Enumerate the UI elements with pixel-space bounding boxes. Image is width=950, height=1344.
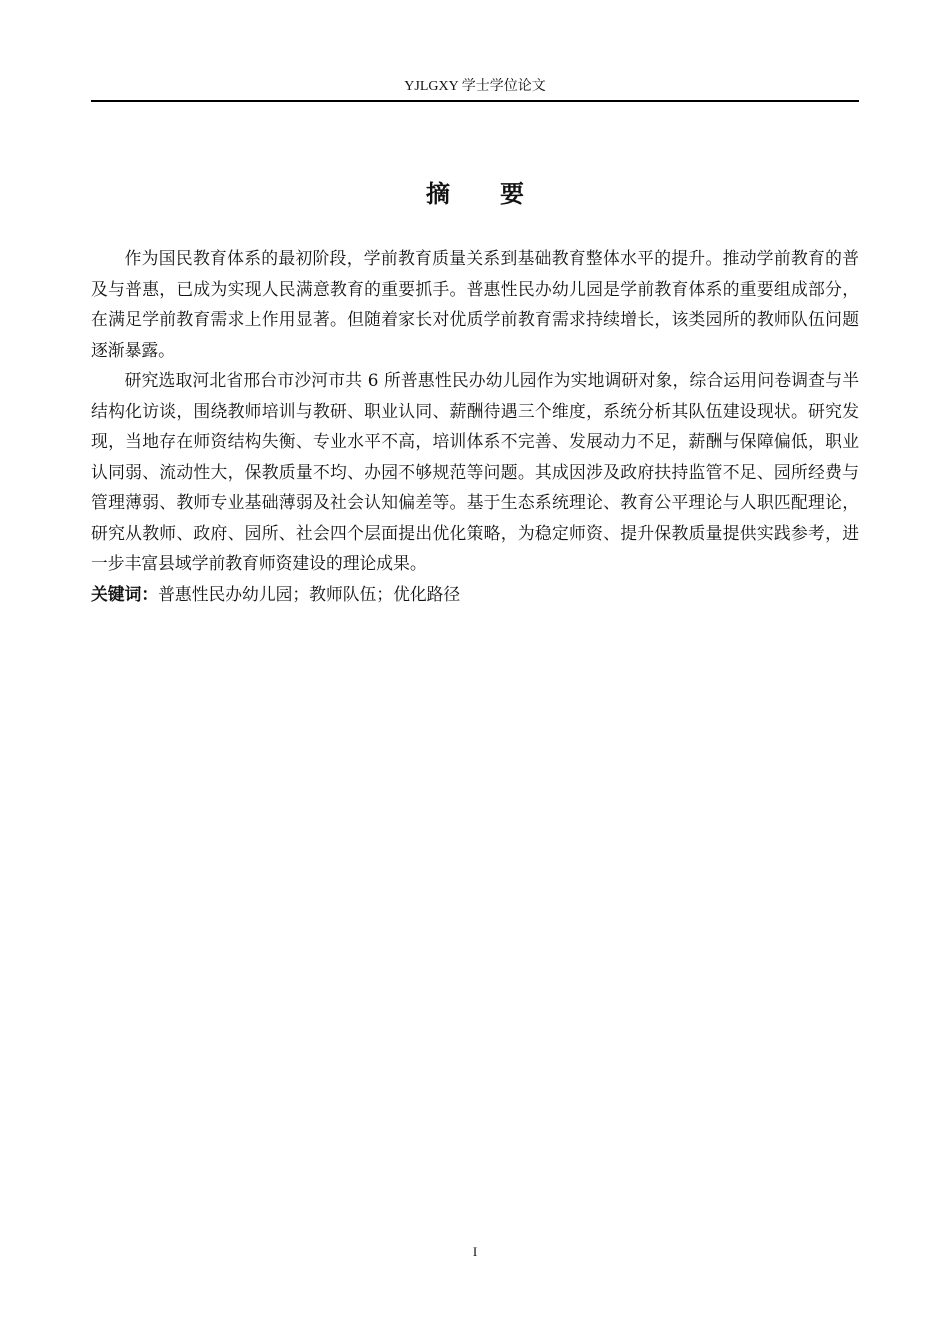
keywords-line	[91, 579, 859, 610]
keywords-text: 普惠性民办幼儿园；教师队伍；优化路径	[158, 583, 461, 604]
header-divider	[91, 100, 859, 102]
abstract-paragraph-1: 作为国民教育体系的最初阶段，学前教育质量关系到基础教育整体水平的提升。推动学前教育的普及与普惠，已成为实现人民满意教育的重要抓手。普惠性民办幼儿园是学前教育体系的重要组成部分，在满足学前教育需求上作用显著。但随着家长对优质学前教育需求持续增长，该类园所的教师队伍问题逐渐暴露。	[91, 248, 859, 360]
abstract-title: 摘要	[426, 180, 574, 208]
running-header: YJLGXY 学士学位论文	[404, 79, 546, 94]
abstract-body	[91, 243, 859, 609]
page-number: I	[472, 1244, 478, 1259]
keywords-label: 关键词：	[91, 583, 159, 604]
abstract-paragraph-2: 研究选取河北省邢台市沙河市共 6 所普惠性民办幼儿园作为实地调研对象，综合运用问卷调查与半结构化访谈，围绕教师培训与教研、职业认同、薪酬待遇三个维度，系统分析其队伍建设现状。研究发现，当地存在师资结构失衡、专业水平不高，培训体系不完善、发展动力不足，薪酬与保障偏低，职业认同弱、流动性大，保教质量不均、办园不够规范等问题。其成因涉及政府扶持监管不足、园所经费与管理薄弱、教师专业基础薄弱及社会认知偏差等。基于生态系统理论、教育公平理论与人职匹配理论，研究从教师、政府、园所、社会四个层面提出优化策略，为稳定师资、提升保教质量提供实践参考，进一步丰富县域学前教育师资建设的理论成果。	[91, 370, 859, 573]
